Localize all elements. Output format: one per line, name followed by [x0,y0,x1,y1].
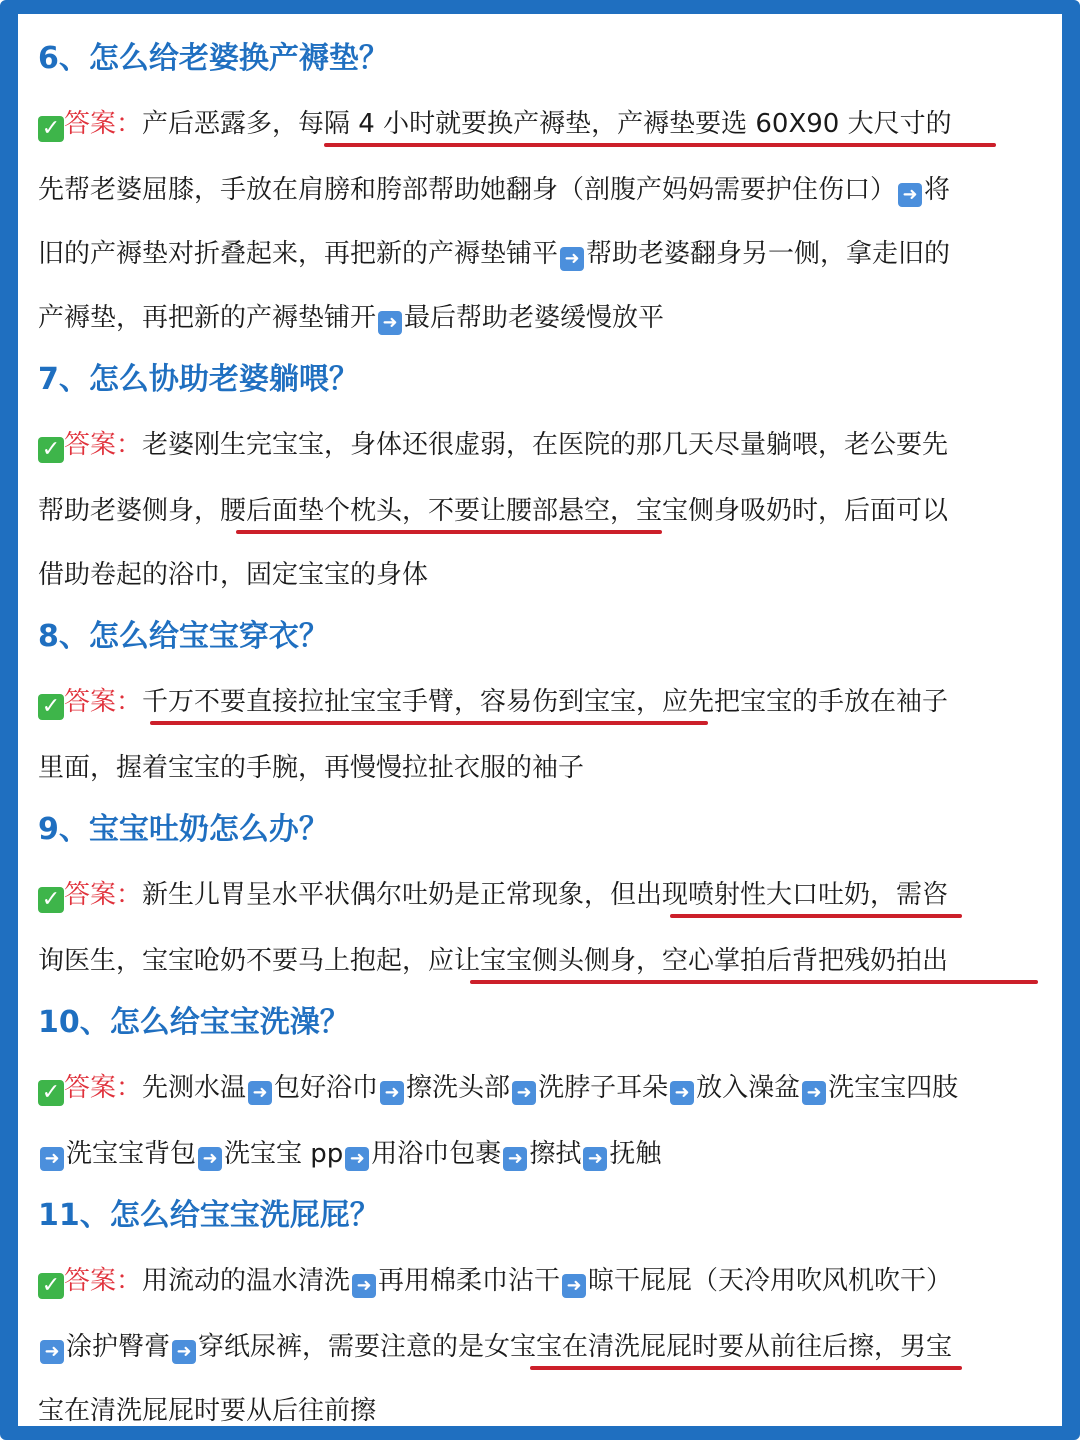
step-text: 擦拭 [529,1139,582,1169]
right-arrow-icon: ➜ [560,247,584,271]
text-run: 男宝 [900,1332,953,1362]
step-text: 包好浴巾 [274,1073,379,1103]
question-9-heading: 9、宝宝吐奶怎么办？ [38,812,329,847]
right-arrow-icon: ➜ [512,1081,536,1105]
text-run: 女宝宝在清洗屁屁时要从前往后擦， [484,1332,901,1362]
question-7-heading: 7、怎么协助老婆躺喂？ [38,362,359,397]
right-arrow-icon: ➜ [40,1340,64,1364]
emphasis-underline [324,143,996,147]
text-run: 穿纸尿裤，需要注意的是 [198,1332,485,1362]
text-run: 最后帮助老婆缓慢放平 [404,303,665,333]
answer-8-line-1 [38,673,1048,739]
right-arrow-icon: ➜ [345,1147,369,1171]
answer-10-line-2 [38,1125,1048,1189]
emphasis-underline [236,530,662,534]
emphasis-underline [670,914,962,918]
answer-label: 答案： [64,687,143,717]
checkmark-icon: ✓ [38,1080,64,1106]
question-11-heading: 11、怎么给宝宝洗屁屁？ [38,1198,380,1233]
answer-11-line-1 [38,1252,1048,1318]
text-run: 将 [924,175,951,205]
right-arrow-icon: ➜ [198,1147,222,1171]
text-run: 每隔 4 小时就要换产褥垫，产褥垫要选 60X90 大尺寸的 [298,109,952,139]
right-arrow-icon: ➜ [352,1274,376,1298]
answer-11-line-3 [38,1382,1048,1446]
text-run: 先帮老婆屈膝，手放在肩膀和胯部帮助她翻身（剖腹产妈妈需要护住伤口） [38,175,897,205]
answer-label: 答案： [64,1266,143,1296]
text-run: 新生儿胃呈水平状偶尔吐奶是正常现象， [142,880,611,910]
step-text: 用浴巾包裹 [371,1139,502,1169]
right-arrow-icon: ➜ [40,1147,64,1171]
right-arrow-icon: ➜ [802,1081,826,1105]
answer-9-line-1 [38,866,1048,932]
text-run: 产褥垫，再把新的产褥垫铺开 [38,303,377,333]
text-run: 里面，握着宝宝的手腕，再慢慢拉扯衣服的袖子 [38,753,585,783]
text-run: 应先把宝宝的手放在袖子 [662,687,949,717]
answer-6-line-1 [38,95,1048,161]
right-arrow-icon: ➜ [172,1340,196,1364]
answer-label: 答案： [64,430,143,460]
right-arrow-icon: ➜ [562,1274,586,1298]
checkmark-icon: ✓ [38,694,64,720]
right-arrow-icon: ➜ [583,1147,607,1171]
right-arrow-icon: ➜ [248,1081,272,1105]
answer-9-line-2 [38,932,1048,996]
checkmark-icon: ✓ [38,1273,64,1299]
answer-7-line-3 [38,546,1048,610]
text-run: 宝宝侧身吸奶时，后面可以 [636,496,949,526]
checkmark-icon: ✓ [38,887,64,913]
text-run: 帮助老婆翻身另一侧，拿走旧的 [586,239,951,269]
right-arrow-icon: ➜ [378,311,402,335]
text-run: 应让宝宝侧头侧身，空心掌拍后背把残奶拍出 [428,946,949,976]
text-run: 借助卷起的浴巾，固定宝宝的身体 [38,560,429,590]
answer-10-line-1 [38,1059,1048,1125]
text-run: 帮助老婆侧身， [38,496,221,526]
text-run: 产后恶露多， [142,109,299,139]
emphasis-underline [530,1366,962,1370]
answer-6-line-4 [38,289,1048,353]
text-run: 宝在清洗屁屁时要从后往前擦 [38,1396,377,1426]
text-run: 但出现喷射性大口吐奶， [610,880,897,910]
step-text: 洗宝宝 pp [224,1139,344,1169]
text-run: 腰后面垫个枕头，不要让腰部悬空， [220,496,637,526]
step-text: 放入澡盆 [696,1073,801,1103]
answer-11-line-2 [38,1318,1048,1382]
answer-6-line-2 [38,161,1048,225]
checkmark-icon: ✓ [38,116,64,142]
answer-7-line-2 [38,482,1048,546]
step-text: 用流动的温水清洗 [142,1266,351,1296]
text-run: 旧的产褥垫对折叠起来，再把新的产褥垫铺平 [38,239,559,269]
qa-list [38,32,1048,1446]
text-run: 老婆刚生完宝宝，身体还很虚弱，在医院的那几天尽量躺喂，老公要先 [142,430,949,460]
step-text: 再用棉柔巾沾干 [378,1266,561,1296]
answer-label: 答案： [64,1073,143,1103]
answer-6-line-3 [38,225,1048,289]
answer-label: 答案： [64,109,143,139]
answer-label: 答案： [64,880,143,910]
text-run: 需咨 [896,880,949,910]
right-arrow-icon: ➜ [503,1147,527,1171]
step-text: 晾干屁屁（天冷用吹风机吹干） [588,1266,953,1296]
step-text: 擦洗头部 [406,1073,511,1103]
right-arrow-icon: ➜ [898,183,922,207]
right-arrow-icon: ➜ [670,1081,694,1105]
step-text: 抚触 [609,1139,662,1169]
text-run: 询医生，宝宝呛奶不要马上抱起， [38,946,429,976]
answer-7-line-1 [38,416,1048,482]
step-text: 洗宝宝背包 [66,1139,197,1169]
emphasis-underline [470,980,1038,984]
answer-8-line-2 [38,739,1048,803]
question-6-heading: 6、怎么给老婆换产褥垫？ [38,41,389,76]
step-text: 洗宝宝四肢 [828,1073,959,1103]
right-arrow-icon: ➜ [380,1081,404,1105]
emphasis-underline [150,721,708,725]
step-text: 涂护臀膏 [66,1332,171,1362]
question-8-heading: 8、怎么给宝宝穿衣？ [38,619,329,654]
step-text: 先测水温 [142,1073,247,1103]
step-text: 洗脖子耳朵 [538,1073,669,1103]
question-10-heading: 10、怎么给宝宝洗澡？ [38,1005,350,1040]
text-run: 千万不要直接拉扯宝宝手臂，容易伤到宝宝， [142,687,663,717]
checkmark-icon: ✓ [38,437,64,463]
